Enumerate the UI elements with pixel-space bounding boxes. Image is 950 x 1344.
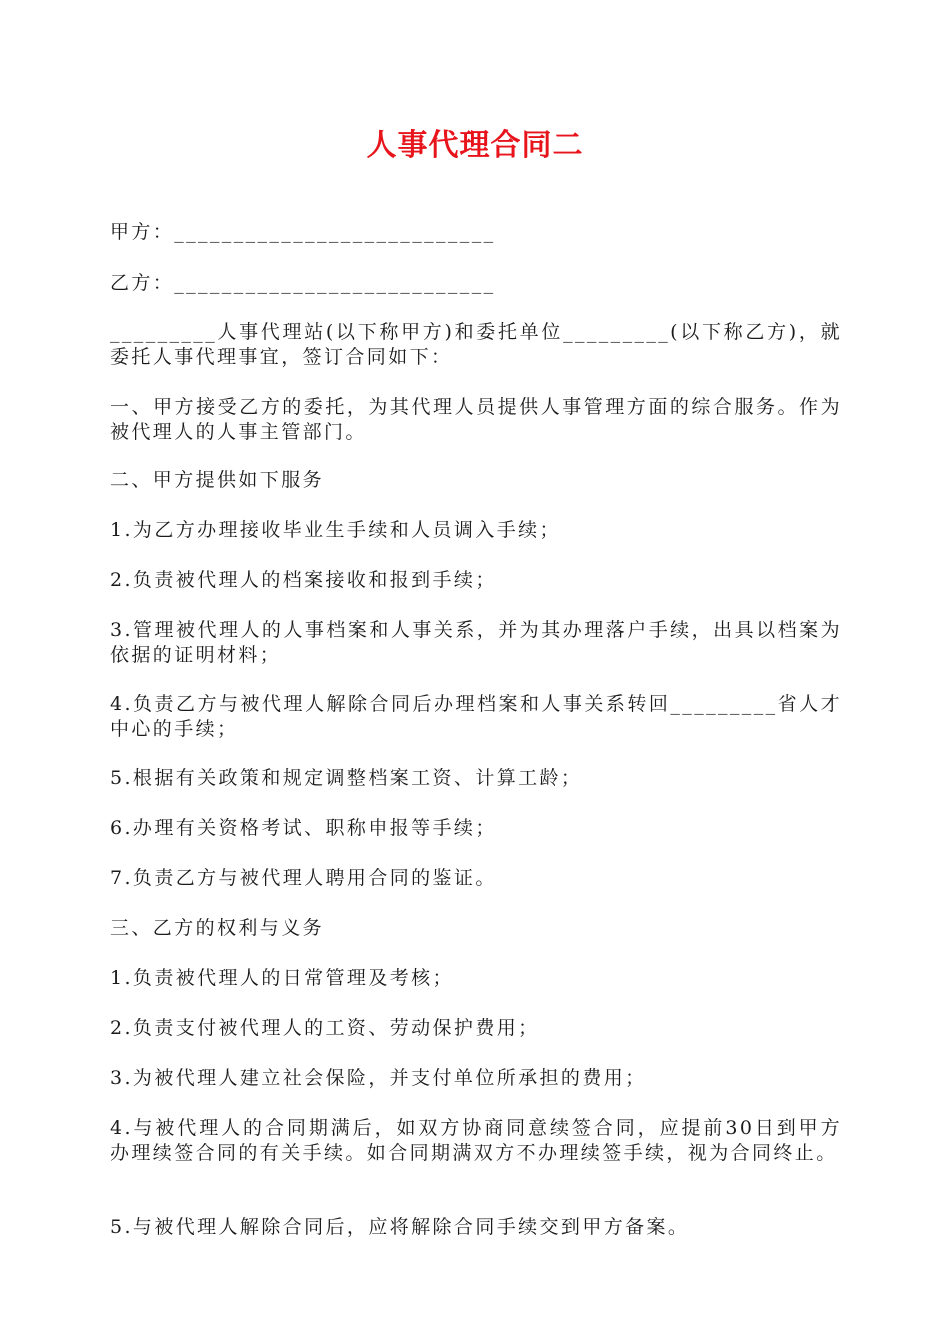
service-item-7: 7.负责乙方与被代理人聘用合同的鉴证。 [110,867,497,889]
obligation-item-2: 2.负责支付被代理人的工资、劳动保护费用； [110,1017,540,1039]
service-item-6: 6.办理有关资格考试、职称申报等手续； [110,817,497,839]
obligation-item-3: 3.为被代理人建立社会保险，并支付单位所承担的费用； [110,1067,647,1089]
service-item-3: 3.管理被代理人的人事档案和人事关系，并为其办理落户手续，出具以档案为依据的证明材料； [110,619,842,666]
document-title: 人事代理合同二 [366,128,584,163]
party-a-line: 甲方：___________________________ [110,221,496,243]
service-item-2: 2.负责被代理人的档案接收和报到手续； [110,569,497,591]
obligation-item-4: 4.与被代理人的合同期满后，如双方协商同意续签合同，应提前30日到甲方办理续签合同的有关手续。如合同期满双方不办理续签手续，视为合同终止。 [110,1117,842,1164]
preamble-paragraph: _________人事代理站(以下称甲方)和委托单位_________(以下称乙方)，就委托人事代理事宜，签订合同如下： [110,321,842,368]
obligation-item-5: 5.与被代理人解除合同后，应将解除合同手续交到甲方备案。 [110,1216,690,1238]
section-2-heading: 二、甲方提供如下服务 [110,469,325,491]
party-b-line: 乙方：___________________________ [110,272,496,294]
section-3-heading: 三、乙方的权利与义务 [110,917,325,939]
obligation-item-1: 1.负责被代理人的日常管理及考核； [110,967,454,989]
service-item-1: 1.为乙方办理接收毕业生手续和人员调入手续； [110,519,561,541]
service-item-4: 4.负责乙方与被代理人解除合同后办理档案和人事关系转回_________省人才中心的手续； [110,693,842,740]
clause-1-paragraph: 一、甲方接受乙方的委托，为其代理人员提供人事管理方面的综合服务。作为被代理人的人事主管部门。 [110,396,842,443]
service-item-5: 5.根据有关政策和规定调整档案工资、计算工龄； [110,767,583,789]
